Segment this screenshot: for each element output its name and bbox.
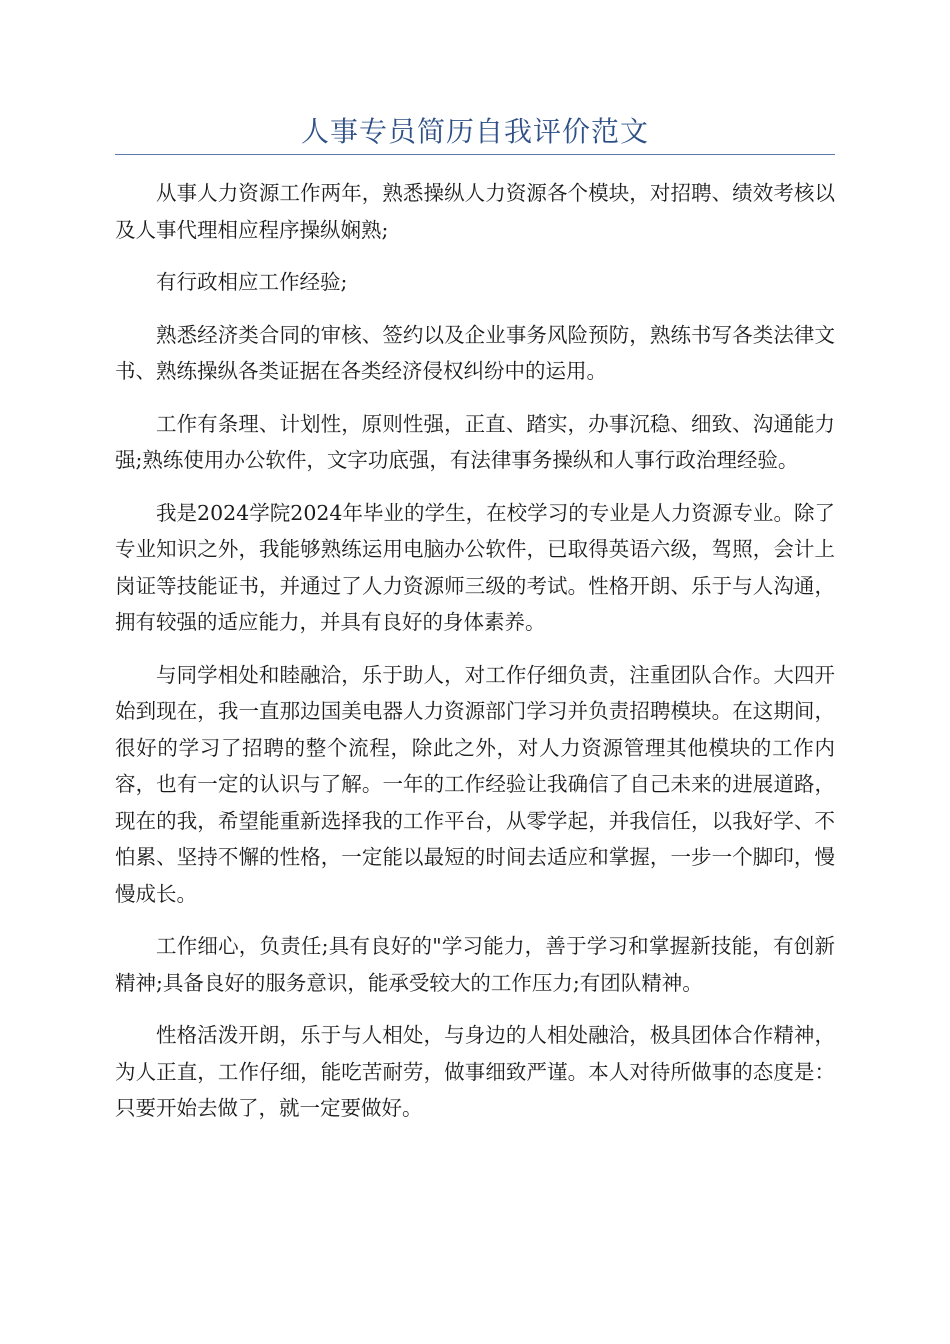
paragraph-2: 有行政相应工作经验; [156,270,348,294]
paragraph-3: 熟悉经济类合同的审核、签约以及企业事务风险预防，熟练书写各类法律文书、熟练操纵各类证据在各类经济侵权纠纷中的运用。 [115,322,835,383]
document-title: 人事专员简历自我评价范文 [300,115,649,148]
title-underline [115,154,835,155]
paragraph-6: 与同学相处和睦融洽，乐于助人，对工作仔细负责，注重团队合作。大四开始到现在，我一直那边国美电器人力资源部门学习并负责招聘模块。在这期间，很好的学习了招聘的整个流程，除此之外，对人力资源管理其他模块的工作内容，也有一定的认识与了解。一年的工作经验让我确信了自己未来的进展道路，现在的我，希望能重新选择我的工作平台，从零学起，并我信任，以我好学、不怕累、坚持不懈的性格，一定能以最短的时间去适应和掌握，一步一个脚印，慢慢成长。 [115,662,835,906]
paragraph-1: 从事人力资源工作两年，熟悉操纵人力资源各个模块，对招聘、绩效考核以及人事代理相应程序操纵娴熟; [115,181,835,242]
document-body [115,175,835,1143]
paragraph-5: 我是2024学院2024年毕业的学生，在校学习的专业是人力资源专业。除了专业知识之外，我能够熟练运用电脑办公软件，已取得英语六级，驾照，会计上岗证等技能证书，并通过了人力资源师三级的考试。性格开朗、乐于与人沟通，拥有较强的适应能力，并具有良好的身体素养。 [115,500,835,634]
paragraph-8: 性格活泼开朗，乐于与人相处，与身边的人相处融洽，极具团体合作精神，为人正直，工作仔细，能吃苦耐劳，做事细致严谨。本人对待所做事的态度是：只要开始去做了，就一定要做好。 [115,1023,835,1120]
paragraph-4: 工作有条理、计划性，原则性强，正直、踏实，办事沉稳、细致、沟通能力强;熟练使用办公软件，文字功底强，有法律事务操纵和人事行政治理经验。 [115,411,835,472]
paragraph-7: 工作细心，负责任;具有良好的"学习能力，善于学习和掌握新技能，有创新精神;具备良好的服务意识，能承受较大的工作压力;有团队精神。 [115,934,835,995]
